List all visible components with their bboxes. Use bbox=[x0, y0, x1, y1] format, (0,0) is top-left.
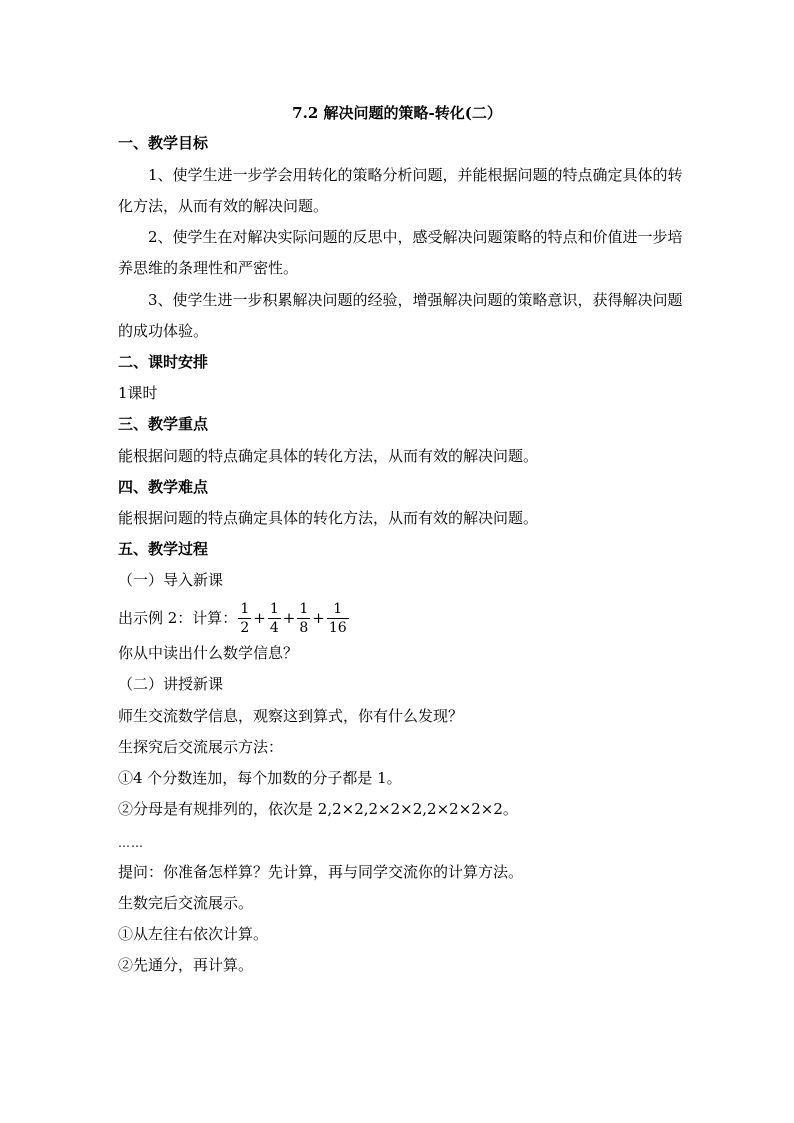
process-line-a: 师生交流数学信息，观察这到算式，你有什么发现？ bbox=[118, 707, 464, 725]
plus-sign: + bbox=[312, 609, 325, 627]
heading-key-points: 三、教学重点 bbox=[118, 415, 209, 433]
goal-1-line-1: 1、使学生进一步学会用转化的策略分析问题，并能根据问题的特点确定具体的转 bbox=[148, 166, 683, 184]
process-line-b: 生探究后交流展示方法： bbox=[118, 738, 284, 756]
heading-process: 五、教学过程 bbox=[118, 540, 209, 558]
example-line bbox=[118, 598, 350, 638]
heading-teaching-goals: 一、教学目标 bbox=[118, 134, 209, 152]
fraction-3: $\frac{1}{8}$ bbox=[299, 600, 309, 636]
difficulties-text: 能根据问题的特点确定具体的转化方法，从而有效的解决问题。 bbox=[118, 509, 539, 527]
goal-2-line-2: 养思维的条理性和严密性。 bbox=[118, 259, 299, 277]
goal-3-line-1: 3、使学生进一步积累解决问题的经验，增强解决问题的策略意识，获得解决问题 bbox=[148, 291, 683, 309]
fraction-1: $\frac{1}{2}$ bbox=[240, 600, 250, 636]
fraction-4: $\frac{1}{16}$ bbox=[328, 600, 347, 636]
fraction-2: $\frac{1}{4}$ bbox=[269, 600, 279, 636]
plus-sign: + bbox=[253, 609, 266, 627]
process-line-g: ①从左往右依次计算。 bbox=[118, 925, 269, 943]
fraction-sum-formula bbox=[237, 601, 349, 636]
question-text: 你从中读出什么数学信息？ bbox=[118, 644, 299, 662]
plus-sign: + bbox=[282, 609, 296, 627]
ellipsis: …… bbox=[118, 836, 144, 850]
part-2-heading: （二）讲授新课 bbox=[118, 675, 224, 693]
schedule-text: 1课时 bbox=[118, 384, 158, 402]
key-points-text: 能根据问题的特点确定具体的转化方法，从而有效的解决问题。 bbox=[118, 447, 539, 465]
process-line-h: ②先通分，再计算。 bbox=[118, 956, 254, 974]
goal-3-line-2: 的成功体验。 bbox=[118, 322, 209, 340]
heading-difficulties: 四、教学难点 bbox=[118, 478, 209, 496]
example-prefix: 出示例 2：计算： bbox=[118, 609, 238, 627]
process-line-e: 提问：你准备怎样算？先计算，再与同学交流你的计算方法。 bbox=[118, 863, 524, 881]
document-title: 7.2 解决问题的策略-转化(二） bbox=[292, 104, 502, 122]
heading-schedule: 二、课时安排 bbox=[118, 353, 209, 371]
process-line-c: ①4 个分数连加，每个加数的分子都是 1。 bbox=[118, 769, 402, 787]
process-line-d: ②分母是有规排列的，依次是 2,2×2,2×2×2,2×2×2×2。 bbox=[118, 800, 518, 818]
goal-2-line-1: 2、使学生在对解决实际问题的反思中，感受解决问题策略的特点和价值进一步培 bbox=[148, 228, 683, 246]
goal-1-line-2: 化方法，从而有效的解决问题。 bbox=[118, 197, 329, 215]
part-1-heading: （一）导入新课 bbox=[118, 571, 224, 589]
process-line-f: 生数完后交流展示。 bbox=[118, 894, 254, 912]
